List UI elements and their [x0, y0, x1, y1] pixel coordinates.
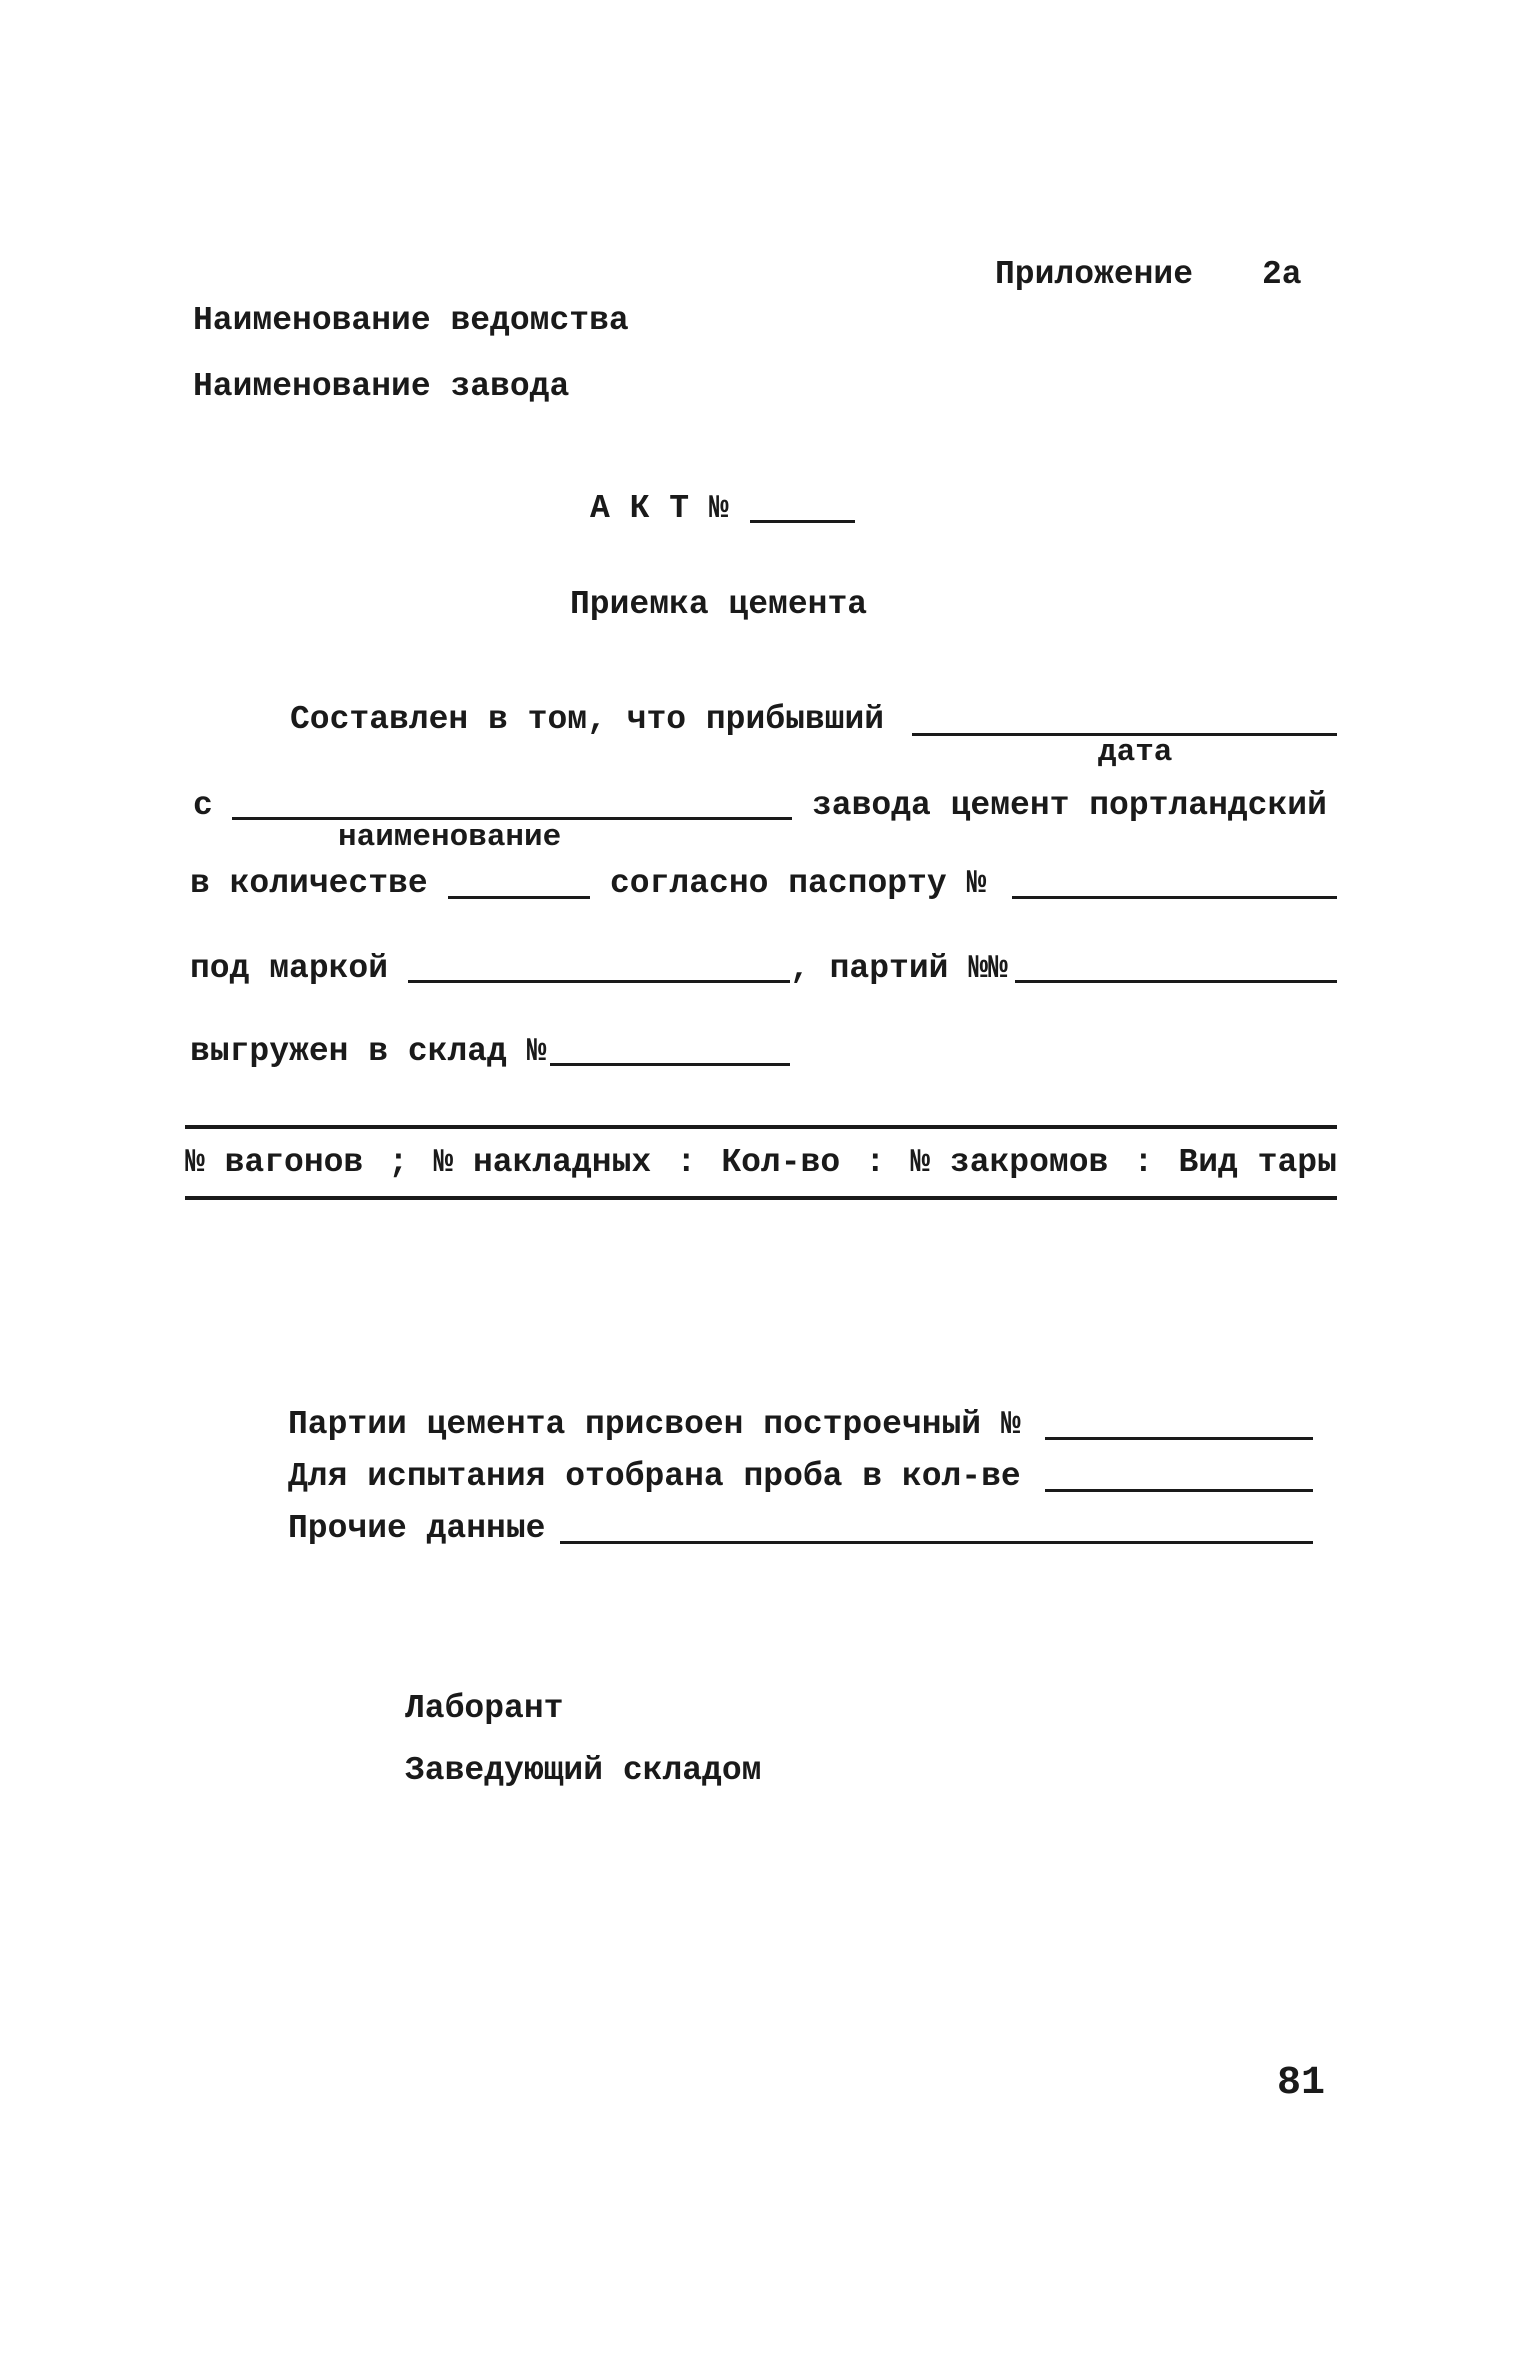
name-caption: наименование — [338, 820, 562, 855]
body-line-3-passport: согласно паспорту № — [610, 865, 987, 902]
body-line-4-grade: под маркой — [190, 950, 389, 987]
sample-qty-blank — [1045, 1489, 1313, 1492]
signature-lab-assistant: Лаборант — [405, 1690, 564, 1727]
body-line-2-rest: завода цемент портландский — [812, 787, 1327, 824]
act-subtitle: Приемка цемента — [570, 586, 868, 623]
other-data-blank — [560, 1541, 1313, 1544]
footer-field-3: Прочие данные — [288, 1510, 546, 1547]
appendix-label: Приложение — [995, 256, 1194, 293]
footer-field-1: Партии цемента присвоен построечный № — [288, 1406, 1021, 1443]
body-line-5: выгружен в склад № — [190, 1033, 547, 1070]
column-header: Кол-во — [721, 1144, 841, 1181]
column-separator: ; — [388, 1144, 409, 1181]
passport-blank — [1012, 896, 1337, 899]
appendix-number: 2а — [1262, 256, 1302, 293]
signature-warehouse-manager: Заведующий складом — [405, 1752, 762, 1789]
body-line-1: Составлен в том, что прибывший — [290, 701, 885, 738]
body-line-4-batch: , партий №№ — [790, 950, 1008, 987]
construction-number-blank — [1045, 1437, 1313, 1440]
column-header: Вид тары — [1178, 1144, 1337, 1181]
table-header — [185, 1146, 1337, 1179]
body-line-2-from: с — [193, 787, 213, 824]
act-title: А К Т № — [590, 490, 729, 527]
act-number-blank — [750, 520, 855, 523]
column-header: № вагонов — [185, 1144, 364, 1181]
ministry-name: Наименование ведомства — [193, 302, 629, 339]
body-line-3-qty: в количестве — [190, 865, 428, 902]
page-number: 81 — [1277, 2061, 1326, 2106]
table-top-rule — [185, 1125, 1337, 1129]
warehouse-blank — [550, 1063, 790, 1066]
column-separator: : — [865, 1144, 886, 1181]
quantity-blank — [448, 896, 590, 899]
column-separator: : — [1133, 1144, 1154, 1181]
plant-name: Наименование завода — [193, 368, 570, 405]
table-bottom-rule — [185, 1196, 1337, 1200]
column-header: № закромов — [910, 1144, 1109, 1181]
column-separator: : — [676, 1144, 697, 1181]
grade-blank — [408, 980, 790, 983]
date-caption: дата — [1098, 735, 1173, 770]
footer-field-2: Для испытания отобрана проба в кол-ве — [288, 1458, 1021, 1495]
column-header: № накладных — [433, 1144, 652, 1181]
batch-blank — [1015, 980, 1337, 983]
